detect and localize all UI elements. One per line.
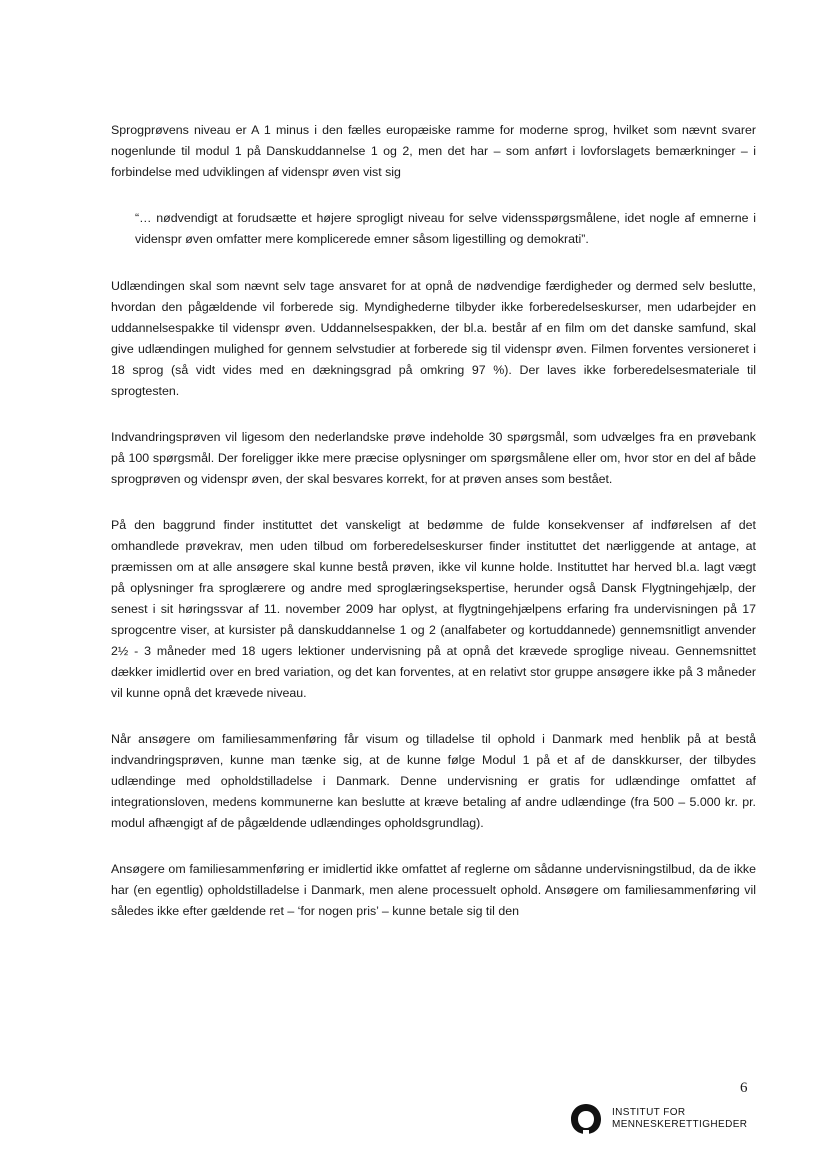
page-number: 6 — [740, 1080, 748, 1096]
paragraph-6: Ansøgere om familiesammenføring er imidlertid ikke omfattet af reglerne om sådanne undervisningstilbud, da de ikke har (en egentlig) opholdstilladelse i Danmark, men alene processuelt ophold. Ansøgere om familiesammenføring vil således ikke efter gældende ret – ‘for nogen pris’ – kunne betale sig til den — [111, 862, 756, 918]
paragraph-1: Sprogprøvens niveau er A 1 minus i den fælles europæiske ramme for moderne sprog, hvilket som nævnt svarer nogenlunde til modul 1 på Danskuddannelse 1 og 2, men det har – som anført i lovforslagets bemærkninger – i forbindelse med udviklingen af videnspr øven vist sig — [111, 123, 756, 179]
logo-wordmark — [612, 1107, 747, 1131]
logo-line-2: MENNESKERETTIGHEDER — [612, 1119, 748, 1130]
block-quote: “… nødvendigt at forudsætte et højere sprogligt niveau for selve vidensspørgsmålene, idet nogle af emnerne i videnspr øven omfatter mere komplicerede emner såsom ligestilling og demokrati”. — [135, 211, 756, 246]
document-body — [111, 120, 756, 922]
paragraph-5: Når ansøgere om familiesammenføring får visum og tilladelse til ophold i Danmark med henblik på at bestå indvandringsprøven, kunne man tænke sig, at de kunne følge Modul 1 på et af de danskkurser, der tilbydes udlændinge med opholdstilladelse i Danmark. Denne undervisning er gratis for udlændinge omfattet af integrationsloven, medens kommunerne kan beslutte at kræve betaling af andre udlændinge (fra 500 – 5.000 kr. pr. modul afhængigt af de pågældende udlændinges opholdsgrundlag). — [111, 732, 756, 830]
institute-logo — [568, 1101, 747, 1137]
logo-line-1: INSTITUT FOR — [612, 1107, 686, 1118]
paragraph-3: Indvandringsprøven vil ligesom den nederlandske prøve indeholde 30 spørgsmål, som udvælges fra en prøvebank på 100 spørgsmål. Der foreligger ikke mere præcise oplysninger om spørgsmålene eller om, hvor stor en del af både sprogprøven og videnspr øven, der skal besvares korrekt, for at prøven anses som bestået. — [111, 430, 756, 486]
paragraph-4: På den baggrund finder instituttet det vanskeligt at bedømme de fulde konsekvenser af indførelsen af det omhandlede prøvekrav, men uden tilbud om forberedelseskurser finder instituttet det nærliggende at antage, at præmissen om at alle ansøgere skal kunne bestå prøven, ikke vil kunne holde. Instituttet har herved bl.a. lagt vægt på oplysninger fra sproglærere og andre med sproglæringsekspertise, herunder også Dansk Flygtningehjælp, der senest i sit høringssvar af 11. november 2009 har oplyst, at flygtningehjælpens erfaring fra undervisningen på 17 sprogcentre viser, at kursister på danskuddannelse 1 og 2 (analfabeter og kortuddannede) gennemsnitligt anvender 2½ - 3 måneder med 18 ugers lektioner undervisning på at opnå det krævede sproglige niveau. Gennemsnittet dækker imidlertid over en bred variation, og det kan forventes, at en relativt stor gruppe ansøgere ikke på 3 måneder vil kunne opnå det krævede niveau. — [111, 518, 756, 700]
paragraph-2: Udlændingen skal som nævnt selv tage ansvaret for at opnå de nødvendige færdigheder og dermed selv beslutte, hvordan den pågældende vil forberede sig. Myndighederne tilbyder ikke forberedelseskurser, men udarbejder en uddannelsespakke til videnspr øven. Uddannelsespakken, der bl.a. består af en film om det danske samfund, skal give udlændingen mulighed for gennem selvstudier at forberede sig til videnspr øven. Filmen forventes versioneret i 18 sprog (så vidt vides med en dækningsgrad på omkring 97 %). Der laves ikke forberedelsesmateriale til sprogtesten. — [111, 279, 756, 398]
ring-logo-icon — [568, 1101, 604, 1137]
